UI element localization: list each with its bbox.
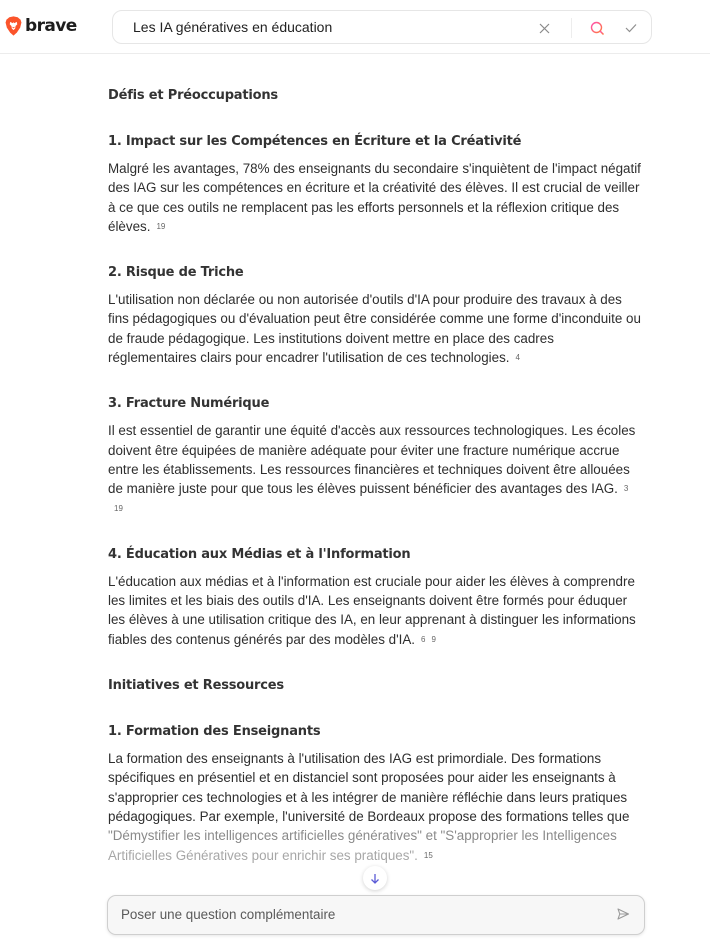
answer-content [108, 84, 643, 865]
paragraph-text-faded: Artificielles Génératives pour enrichir ses pratiques". [108, 847, 418, 863]
scroll-to-bottom-button[interactable] [363, 866, 387, 890]
send-button[interactable] [616, 907, 632, 923]
item-paragraph [108, 572, 643, 649]
item-paragraph [108, 290, 643, 367]
search-button[interactable] [586, 17, 608, 39]
item-paragraph [108, 749, 643, 865]
close-icon [539, 23, 550, 34]
section-heading: Initiatives et Ressources [108, 678, 284, 694]
citation-link[interactable]: 6 [421, 634, 426, 644]
confirm-button[interactable] [620, 17, 642, 39]
search-box[interactable] [112, 10, 652, 44]
section-heading: Défis et Préoccupations [108, 88, 278, 103]
item-heading: 1. Formation des Enseignants [108, 724, 321, 740]
citation-link[interactable]: 3 [623, 484, 629, 494]
item-paragraph [108, 421, 643, 517]
item-heading: 1. Impact sur les Compétences en Écriture et la Créativité [108, 134, 522, 149]
search-icon [590, 21, 605, 36]
item-paragraph [108, 159, 643, 236]
citation-link[interactable]: 19 [156, 221, 166, 231]
send-icon [616, 907, 630, 921]
clear-search-button[interactable] [533, 17, 555, 39]
check-icon [625, 23, 637, 33]
article-item [108, 392, 643, 517]
search-query-text[interactable]: Les IA génératives en éducation [133, 19, 333, 35]
article-item [108, 720, 643, 865]
paragraph-text: La formation des enseignants à l'utilisation des IAG est primordiale. Des formations spécifiques en présentiel et en distanciel sont proposées pour aider les enseignants à s'approprier ces technologies et à les intégrer de manière réfléchie dans leurs pratiques pédagogiques. Par exemple, l'université de Bordeaux propose des formations telles que [108, 751, 630, 824]
paragraph-text: L'éducation aux médias et à l'information est cruciale pour aider les élèves à comprendre les limites et les biais des outils d'IA. Les enseignants doivent être formés pour éduquer les élèves à une utilisation critique des IA, en leur apprenant à distinguer les informations fiables des contenus générés par des modèles d'IA. [108, 573, 636, 647]
paragraph-text: Malgré les avantages, 78% des enseignants du secondaire s'inquiètent de l'impact négatif des IAG sur les compétences en écriture et la créativité des élèves. Il est crucial de veiller à ce que ces outils ne remplacent pas les efforts personnels et la réflexion critique des élèves. [108, 161, 641, 234]
paragraph-text-faded: "Démystifier les intelligences artificielles génératives" et "S'approprier les Intelligences [108, 828, 617, 844]
top-bar [0, 0, 710, 54]
brand-name: brave [25, 16, 77, 36]
item-heading: 2. Risque de Triche [108, 265, 244, 281]
citation-link[interactable]: 19 [114, 503, 123, 513]
arrow-down-icon [370, 873, 380, 884]
divider [571, 18, 572, 38]
citation-link[interactable]: 9 [431, 634, 436, 644]
brave-logo[interactable] [5, 16, 77, 36]
followup-question-input[interactable] [121, 907, 601, 922]
citation-link[interactable]: 4 [515, 353, 520, 363]
citation-link[interactable]: 15 [423, 850, 433, 860]
item-heading: 3. Fracture Numérique [108, 396, 270, 412]
brave-lion-icon [5, 16, 22, 36]
followup-box [107, 895, 645, 935]
article-item [108, 130, 643, 236]
item-heading: 4. Éducation aux Médias et à l'Information [108, 546, 411, 562]
article-item [108, 543, 643, 649]
paragraph-text: Il est essentiel de garantir une équité d'accès aux ressources technologiques. Les écoles doivent être équipées de manière adéquate pour éviter une fracture numérique accrue entre les établissements. Les ressources financières et techniques doivent être allouées de manière juste pour que tous les élèves puissent bénéficier des avantages des IAG. [108, 423, 636, 497]
article-item [108, 261, 643, 367]
paragraph-text: L'utilisation non déclarée ou non autorisée d'outils d'IA pour produire des travaux à des fins pédagogiques ou d'évaluation peut être considérée comme une forme d'inconduite ou de fraude pédagogique. Les institutions doivent mettre en place des cadres réglementaires clairs pour encadrer l'utilisation de ces technologies. [108, 292, 641, 366]
